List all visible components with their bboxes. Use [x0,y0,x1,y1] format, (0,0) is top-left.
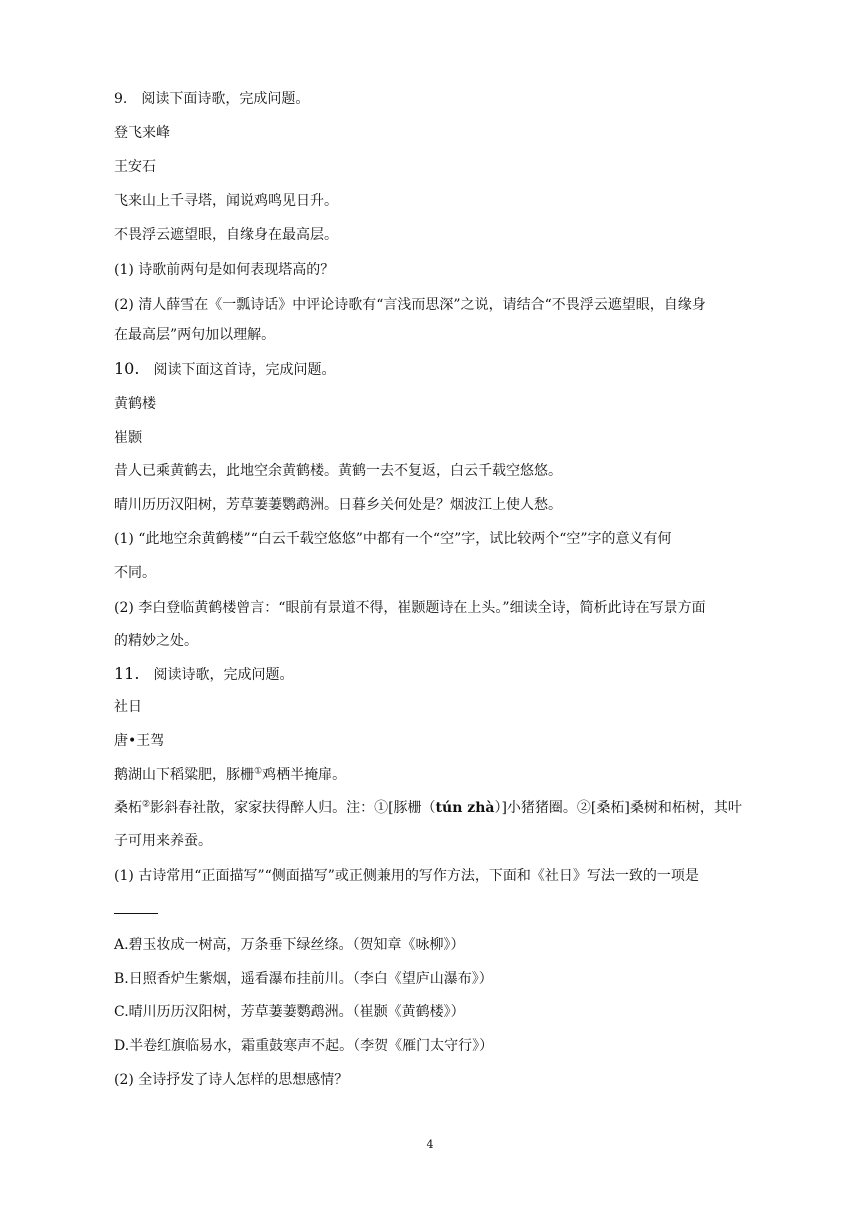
poem-author: 王安石 [114,159,156,175]
answer-blank-line[interactable] [114,903,158,914]
sub-question: (2) 李白登临黄鹤楼曾言：“眼前有景道不得，崔颢题诗在上头。”细读全诗，简析此诗在写景方面 [114,600,706,616]
page-number: 4 [426,1138,434,1151]
question-number: 9. [114,91,128,107]
poem-text: 影斜春社散，家家扶得醉人归。注：①[豚栅（ [150,800,436,816]
footnote-marker: ② [142,799,151,810]
sub-question: (2) 全诗抒发了诗人怎样的思想感情？ [114,1072,349,1088]
poem-line [114,765,774,785]
poem-title: 黄鹤楼 [114,396,156,412]
poem-line: 昔人已乘黄鹤去，此地空余黄鹤楼。黄鹤一去不复返，白云千载空悠悠。 [114,463,562,479]
option-c: C.晴川历历汉阳树，芳草萋萋鹦鹉洲。（崔颢《黄鹤楼》） [114,1004,465,1020]
poem-title: 社日 [114,699,142,715]
sub-question-continued: 在最高层”两句加以理解。 [114,327,276,343]
question-10-header [114,359,774,380]
poem-line: 不畏浮云遮望眼，自缘身在最高层。 [114,227,338,243]
poem-text: 鹅湖山下稻粱肥，豚栅 [114,767,254,783]
option-d: D.半卷红旗临易水，霜重鼓寒声不起。（李贺《雁门太守行》） [114,1038,494,1054]
sub-question-continued: 不同。 [114,565,156,581]
question-11-header [114,664,774,685]
poem-author: 唐•王驾 [114,733,165,749]
poem-text: ）]小猪猪圈。②[桑柘]桑树和柘树，其叶 [494,800,742,816]
poem-text: 桑柘 [114,800,142,816]
sub-question-continued: 的精妙之处。 [114,633,198,649]
question-number: 10. [114,359,140,378]
poem-author: 崔颢 [114,430,142,446]
poem-line-with-notes [114,798,774,818]
note-continued: 子可用来养蚕。 [114,833,212,849]
sub-question: (1) 古诗常用“正面描写”“侧面描写”或正侧兼用的写作方法，下面和《社日》写法一致的一项是 [114,868,699,884]
footnote-marker: ① [254,766,263,777]
question-9-header [114,89,774,109]
option-b: B.日照香炉生紫烟，遥看瀑布挂前川。（李白《望庐山瀑布》） [114,971,493,987]
question-prompt: 阅读诗歌，完成问题。 [153,667,294,683]
answer-blank [114,900,774,920]
option-a: A.碧玉妆成一树高，万条垂下绿丝绦。（贺知章《咏柳》） [114,937,465,953]
pinyin-annotation: tún zhà [435,800,495,816]
poem-title: 登飞来峰 [114,125,170,141]
question-prompt: 阅读下面这首诗，完成问题。 [153,362,336,378]
question-prompt: 阅读下面诗歌，完成问题。 [141,91,310,107]
poem-text: 鸡栖半掩扉。 [262,767,347,783]
sub-question: (1) 诗歌前两句是如何表现塔高的？ [114,262,335,278]
poem-line: 飞来山上千寻塔，闻说鸡鸣见日升。 [114,193,338,209]
sub-question: (2) 清人薛雪在《一瓢诗话》中评论诗歌有“言浅而思深”之说，请结合“不畏浮云遮望眼，自缘身 [114,297,706,313]
question-number: 11. [114,664,140,683]
poem-line: 晴川历历汉阳树，芳草萋萋鹦鹉洲。日暮乡关何处是？烟波江上使人愁。 [114,497,562,513]
sub-question: (1) “此地空余黄鹤楼”“白云千载空悠悠”中都有一个“空”字，试比较两个“空”字的意义有何 [114,531,672,547]
